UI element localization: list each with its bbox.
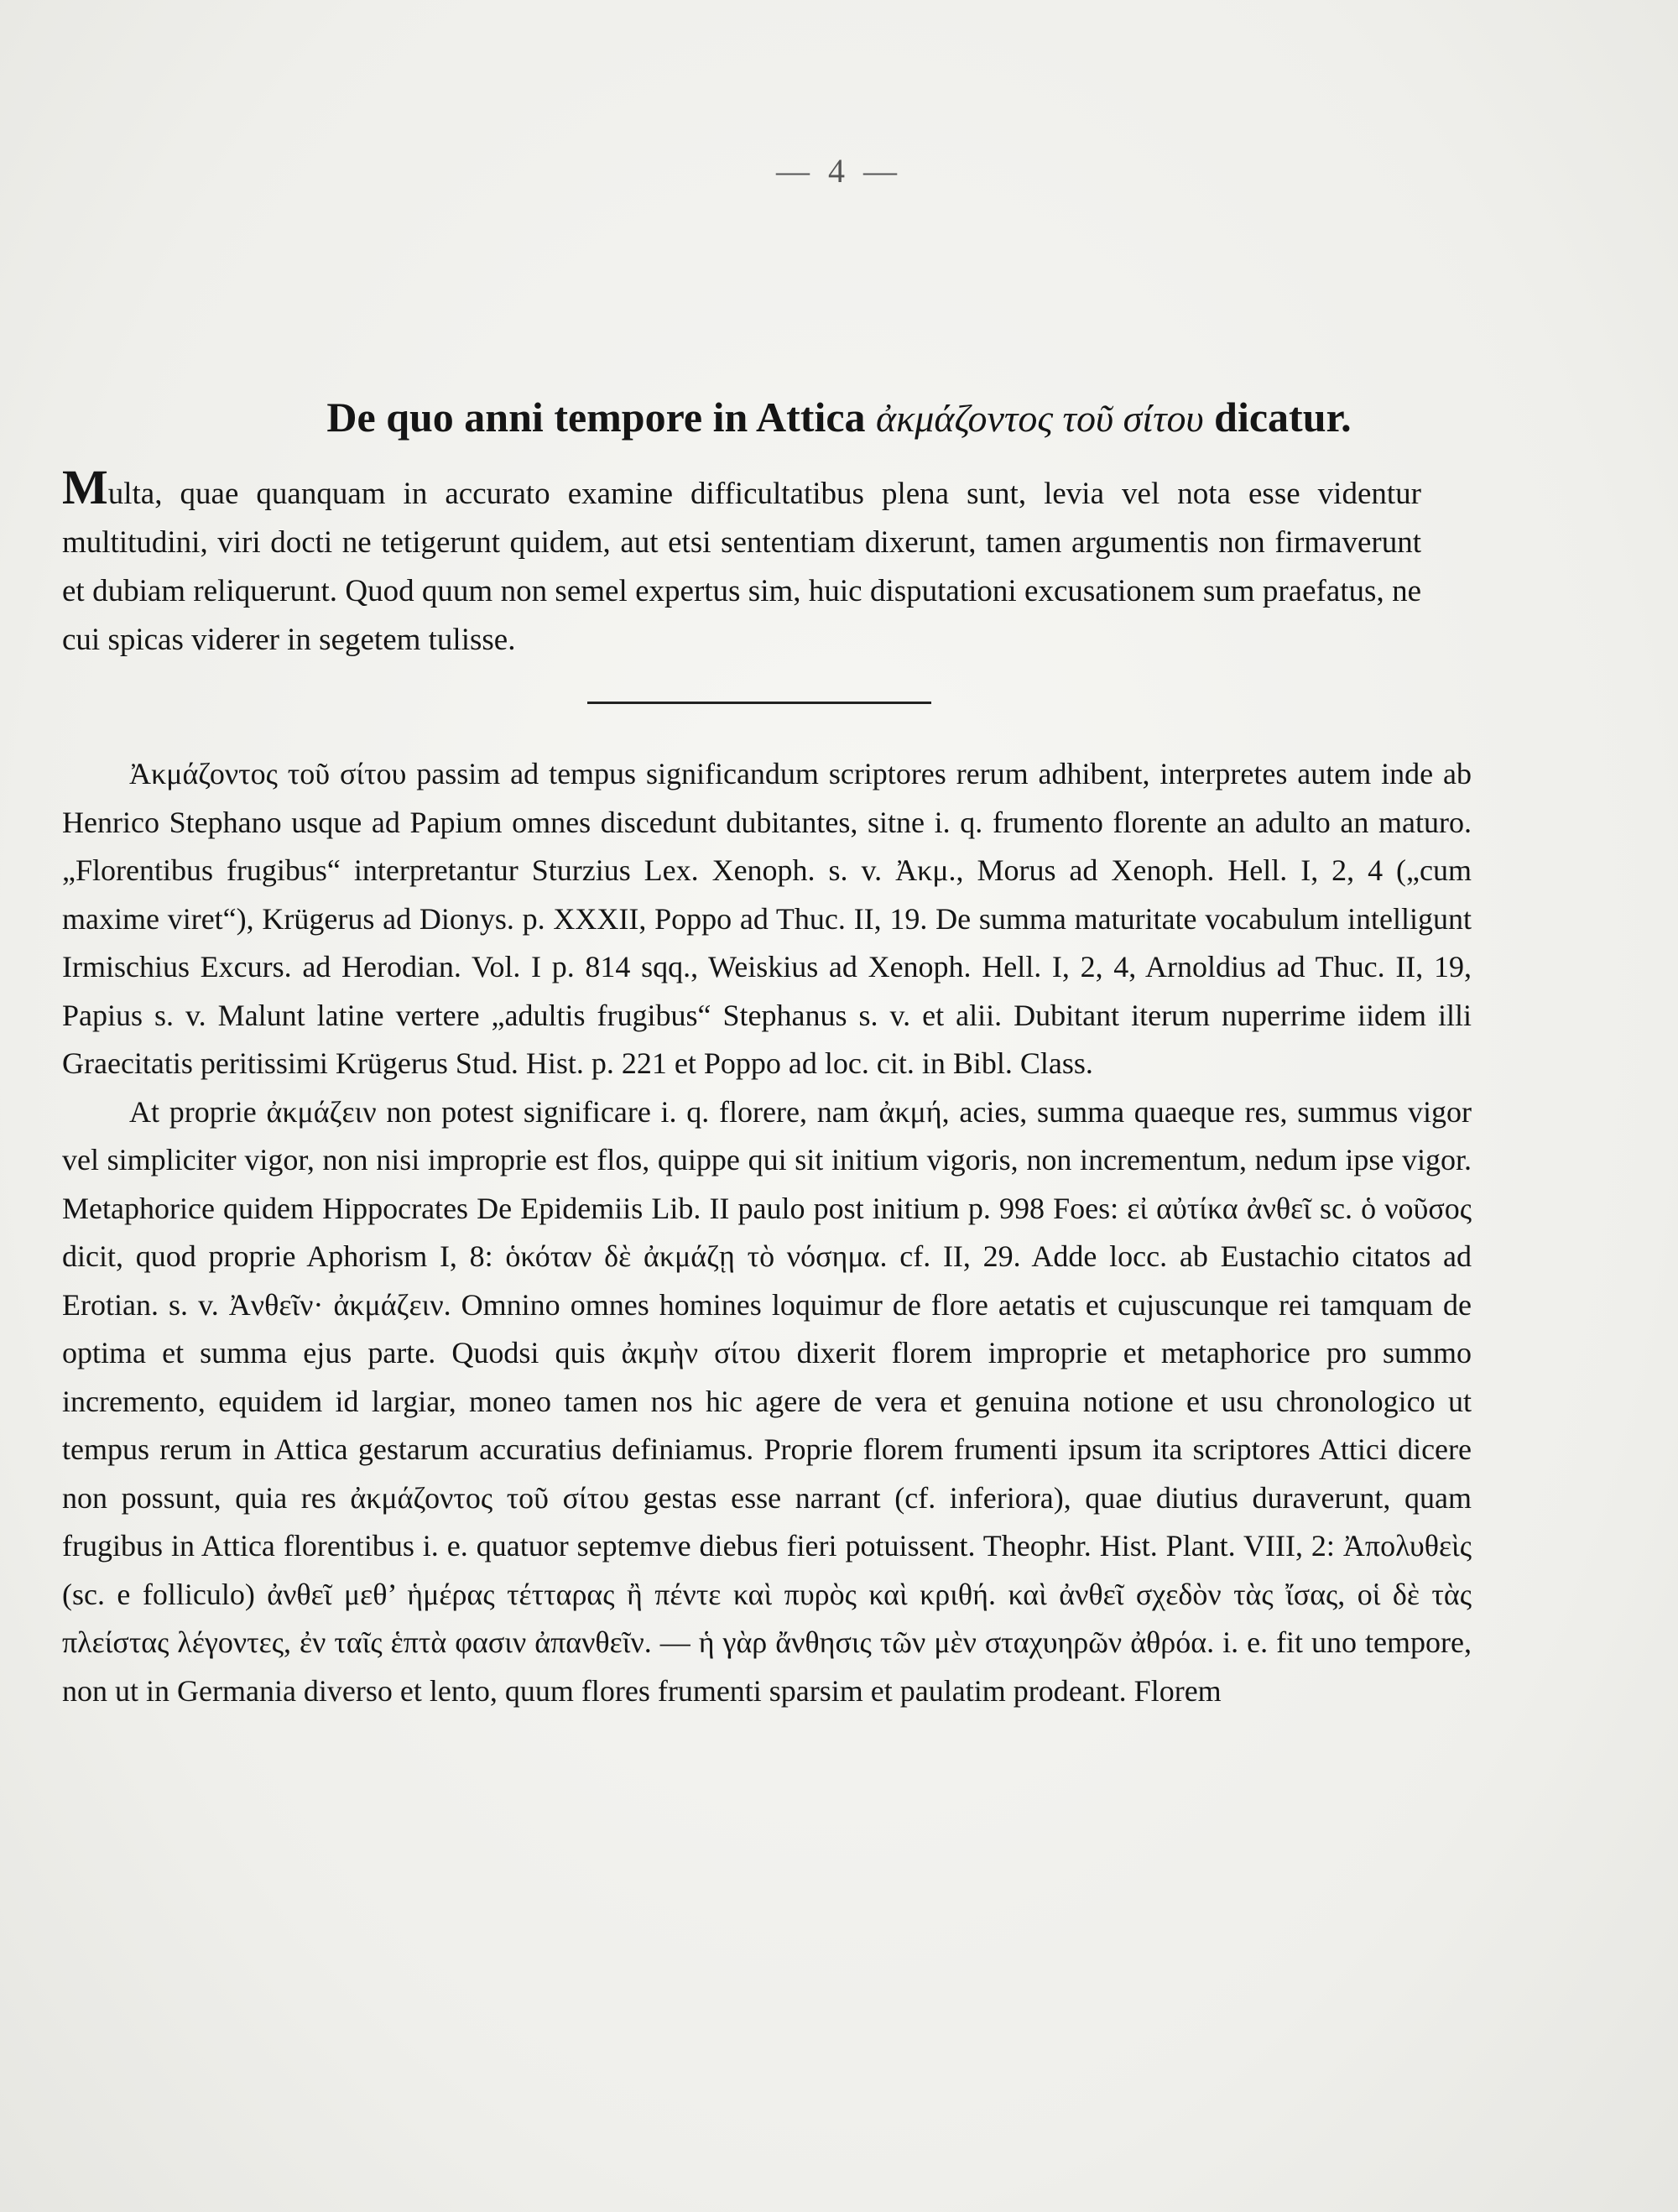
section-divider bbox=[587, 702, 931, 704]
paragraph-1: Ἀκμάζοντος τοῦ σίτου passim ad tempus significandum scriptores rerum adhibent, interpretes autem inde ab Henrico Stephano usque ad Papium omnes discedunt dubitantes, sitne i. q. frumento florente an adulto an maturo. „Florentibus frugibus“ interpretantur Sturzius Lex. Xenoph. s. v. Ἀκμ., Morus ad Xenoph. Hell. I, 2, 4 („cum maxime viret“), Krügerus ad Dionys. p. XXXII, Poppo ad Thuc. II, 19. De summa maturitate vocabulum intelligunt Irmischius Excurs. ad Herodian. Vol. I p. 814 sqq., Weiskius ad Xenoph. Hell. I, 2, 4, Arnoldius ad Thuc. II, 19, Papius s. v. Malunt latine vertere „adultis frugibus“ Stephanus s. v. et alii. Dubitant iterum nuperrime iidem illi Graecitatis peritissimi Krügerus Stud. Hist. p. 221 et Poppo ad loc. cit. in Bibl. Class. bbox=[62, 757, 1472, 1080]
intro-text: ulta, quae quanquam in accurato examine difficultatibus plena sunt, levia vel nota esse videntur multitudini, viri docti ne tetigerunt quidem, aut etsi sententiam dixerunt, tamen argumentis non firmaverunt et dubiam reliquerunt. Quod quum non semel expertus sim, huic disputationi excusationem sum praefatus, ne cui spicas viderer in segetem tulisse. bbox=[62, 477, 1421, 657]
drop-cap: M bbox=[62, 460, 108, 514]
intro-paragraph bbox=[62, 460, 1421, 665]
heading-greek: ἀκμάζοντος τοῦ σίτου bbox=[876, 397, 1204, 440]
page-number: — 4 — bbox=[776, 152, 902, 190]
paragraph-2: At proprie ἀκμάζειν non potest significare i. q. florere, nam ἀκμή, acies, summa quaeque res, summus vigor vel simpliciter vigor, non nisi improprie est flos, quippe qui sit initium vigoris, non incrementum, nedum ipse vigor. Metaphorice quidem Hippocrates De Epidemiis Lib. II paulo post initium p. 998 Foes: εἰ αὐτίκα ἀνθεῖ sc. ὁ νοῦσος dicit, quod proprie Aphorism I, 8: ὁκόταν δὲ ἀκμάζῃ τὸ νόσημα. cf. II, 29. Adde locc. ab Eustachio citatos ad Erotian. s. v. Ἀνθεῖν· ἀκμάζειν. Omnino omnes homines loquimur de flore aetatis et cujuscunque rei tamquam de optima et summa ejus parte. Quodsi quis ἀκμὴν σίτου dixerit florem improprie et metaphorice pro summo incremento, equidem id largiar, moneo tamen nos hic agere de vera et genuina notione et usu chronologico ut tempus rerum in Attica gestarum accuratius definiamus. Proprie florem frumenti ipsum ita scriptores Attici dicere non possunt, quia res ἀκμάζοντος τοῦ σίτου gestas esse narrant (cf. inferiora), quae diutius duraverunt, quam frugibus in Attica florentibus i. e. quatuor septemve diebus fieri potuissent. Theophr. Hist. Plant. VIII, 2: Ἀπολυθεὶς (sc. e folliculo) ἀνθεῖ μεθ’ ἡμέρας τέτταρας ἢ πέντε καὶ πυρὸς καὶ κριθή. καὶ ἀνθεῖ σχεδὸν τὰς ἴσας, οἱ δὲ τὰς πλείστας λέγοντες, ἐν ταῖς ἑπτὰ φασιν ἀπανθεῖν. — ἡ γὰρ ἄνθησις τῶν μὲν σταχυηρῶν ἀθρόα. i. e. fit uno tempore, non ut in Germania diverso et lento, quum flores frumenti sparsim et paulatim prodeant. Florem bbox=[62, 1094, 1472, 1708]
heading-prefix: De quo anni tempore in Attica bbox=[326, 394, 866, 441]
body-text bbox=[62, 750, 1472, 1715]
heading-suffix: dicatur. bbox=[1214, 394, 1352, 441]
section-heading bbox=[168, 393, 1510, 441]
